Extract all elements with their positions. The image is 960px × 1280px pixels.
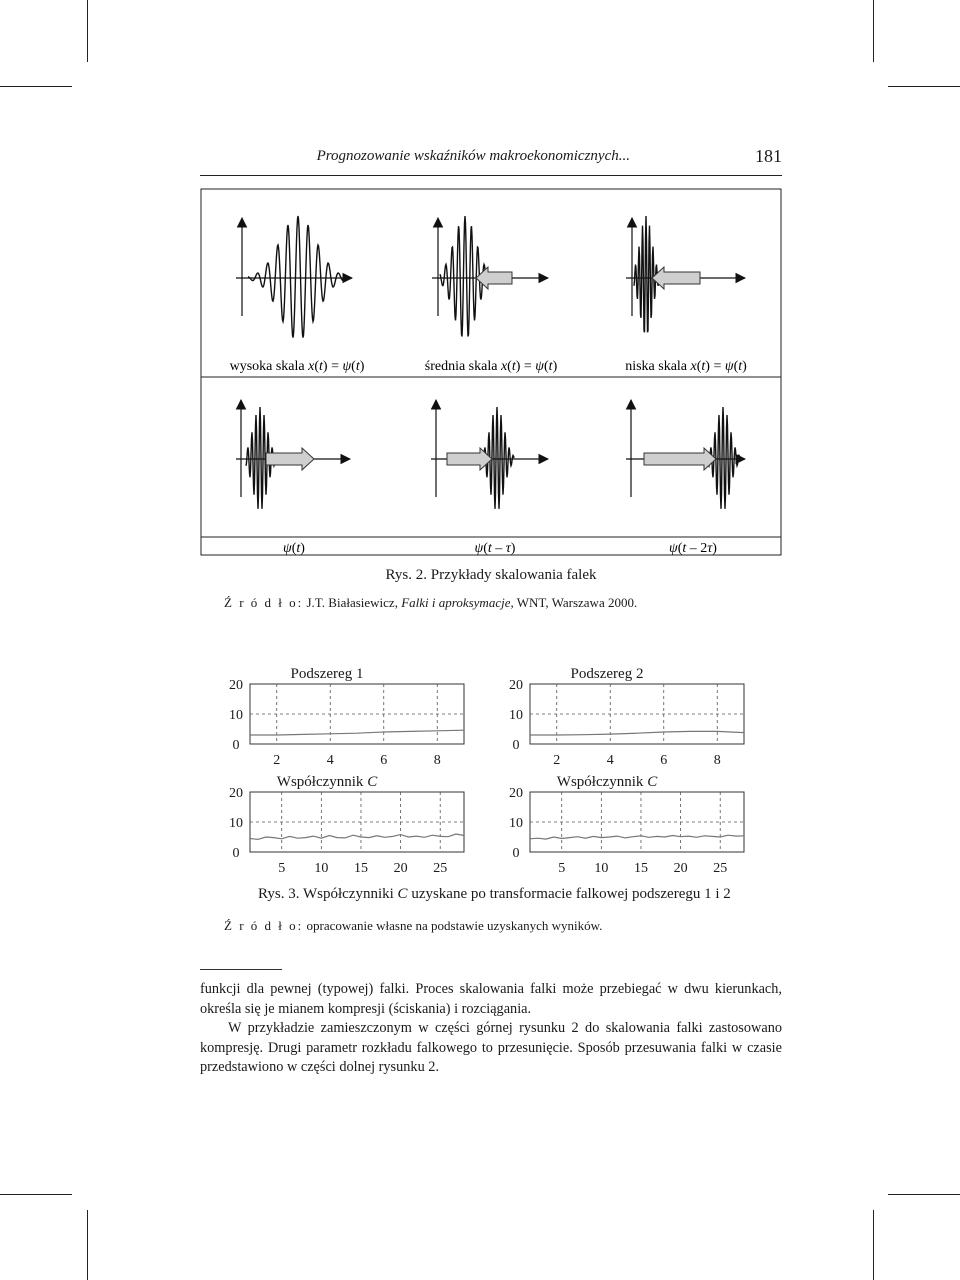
x-tick-label: 5 (558, 861, 566, 876)
caption-suffix: uzyskane po transformacie falkowej podszeregu 1 i 2 (407, 886, 731, 902)
caption-psi-t-2tau: ψ(t – 2τ) (669, 541, 717, 556)
y-tick-label: 20 (229, 678, 243, 693)
chart-coefficient-c-2 (509, 774, 744, 876)
y-tick-label: 10 (509, 816, 523, 831)
caption-psi-t: ψ(t) (283, 541, 305, 556)
chart-title: Współczynnik C (556, 774, 658, 790)
x-tick-label: 10 (594, 861, 609, 876)
paragraph-2: W przykładzie zamieszczonym w części górnej rysunku 2 do skalowania falki zastosowano kompresję. Drugi parametr rozkładu falkowego to przesunięcie. Sposób przesuwania falki w czasie przedstawiono w części dolnej rysunku 2. (200, 1020, 782, 1075)
caption-prefix: Rys. 3. Współczynniki (258, 886, 398, 902)
shift-arrow (476, 267, 512, 289)
wavelet-high-scale (248, 216, 348, 338)
x-tick-label: 25 (433, 861, 448, 876)
y-tick-label: 0 (232, 738, 240, 753)
x-tick-label: 6 (660, 753, 668, 768)
source-text: opracowanie własne na podstawie uzyskanych wyników. (303, 918, 603, 933)
chart-coefficient-c-1 (229, 774, 464, 876)
x-tick-label: 4 (326, 753, 334, 768)
y-tick-label: 10 (229, 708, 243, 723)
source-rest: , WNT, Warszawa 2000. (510, 595, 638, 610)
source-label: Ź r ó d ł o: (224, 595, 304, 610)
crop-mark (888, 1194, 960, 1195)
caption-low-scale: niska skala x(t) = ψ(t) (625, 359, 747, 374)
coefficient-charts (0, 640, 960, 880)
caption-high-scale: wysoka skala x(t) = ψ(t) (229, 359, 365, 374)
y-tick-label: 20 (509, 678, 523, 693)
x-tick-label: 10 (314, 861, 329, 876)
shift-arrow (652, 267, 700, 289)
source-label: Ź r ó d ł o: (224, 918, 304, 933)
x-tick-label: 5 (278, 861, 286, 876)
y-tick-label: 20 (229, 786, 243, 801)
chart-title: Współczynnik C (276, 774, 378, 790)
y-tick-label: 0 (512, 846, 520, 861)
y-tick-label: 10 (229, 816, 243, 831)
caption-medium-scale: średnia skala x(t) = ψ(t) (424, 359, 558, 374)
footnote-rule (200, 969, 282, 970)
x-tick-label: 6 (380, 753, 388, 768)
y-tick-label: 20 (509, 786, 523, 801)
crop-mark (0, 1194, 72, 1195)
footnote-line: funkcji dla pewnej (typowej) falki. (200, 981, 410, 997)
caption-psi-t-tau: ψ(t – τ) (474, 541, 516, 556)
page-number: 181 (755, 146, 782, 166)
source-title: Falki i aproksymacje (401, 595, 511, 610)
figure3-source (224, 918, 602, 934)
paragraph (200, 1019, 782, 1078)
figure3-caption (258, 886, 731, 903)
chart-subseries-2 (509, 666, 744, 768)
figure2-caption: Rys. 2. Przykłady skalowania falek (385, 567, 597, 583)
x-tick-label: 8 (433, 753, 441, 768)
x-tick-label: 2 (553, 753, 561, 768)
figure2-source (224, 595, 637, 611)
running-title: Prognozowanie wskaźników makroekonomicznych... (316, 148, 630, 164)
x-tick-label: 8 (713, 753, 721, 768)
body-text (200, 980, 782, 1078)
chart-subseries-1 (229, 666, 464, 768)
series-line (530, 731, 744, 735)
x-tick-label: 20 (393, 861, 408, 876)
x-tick-label: 4 (606, 753, 614, 768)
series-line (250, 730, 464, 735)
x-tick-label: 25 (713, 861, 728, 876)
paragraph-1: Proces skalowania falki może przebiegać w dwu kierunkach, określa się je mianem kompresji (ściskania) i rozciągania. (200, 981, 783, 1017)
chart-title: Podszereg 2 (570, 666, 644, 682)
source-authors: J.T. Białasiewicz, (303, 595, 402, 610)
chart-title: Podszereg 1 (290, 666, 364, 682)
caption-var: C (397, 886, 408, 902)
x-tick-label: 15 (633, 861, 648, 876)
x-tick-label: 2 (273, 753, 281, 768)
y-tick-label: 0 (232, 846, 240, 861)
crop-mark (87, 1210, 88, 1280)
y-tick-label: 0 (512, 738, 520, 753)
x-tick-label: 15 (353, 861, 368, 876)
crop-mark (873, 1210, 874, 1280)
wavelet-figure (0, 0, 960, 560)
paragraph (200, 980, 782, 1019)
x-tick-label: 20 (673, 861, 688, 876)
shift-arrow (644, 448, 716, 470)
y-tick-label: 10 (509, 708, 523, 723)
